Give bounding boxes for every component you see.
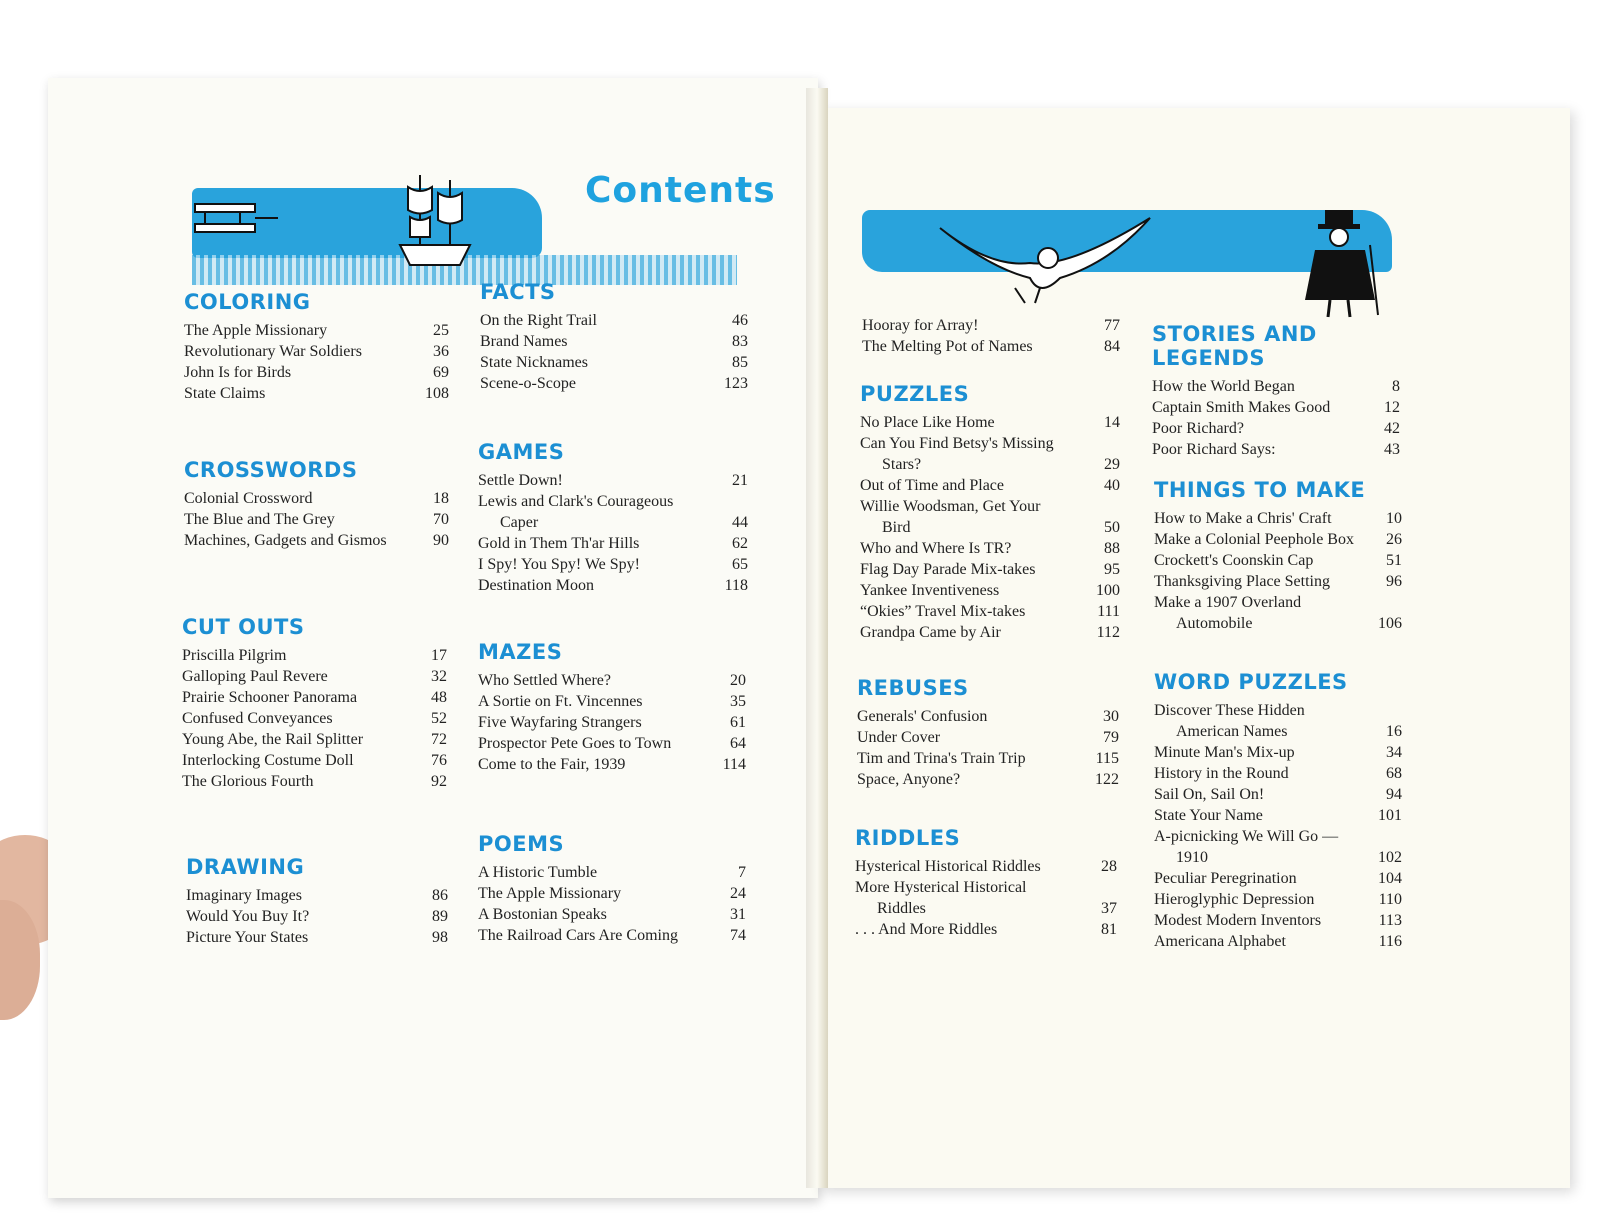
section-heading: COLORING — [184, 290, 311, 314]
toc-entry: Hysterical Historical Riddles 28 — [855, 858, 1117, 875]
toc-entry: State Claims 108 — [184, 385, 449, 402]
section-crosswords — [184, 458, 449, 551]
section-heading: MAZES — [478, 640, 563, 664]
toc-entry: Prairie Schooner Panorama 48 — [182, 689, 447, 706]
book-gutter — [806, 88, 828, 1188]
toc-entry: A Historic Tumble 7 — [478, 864, 746, 881]
section-riddles — [855, 826, 1117, 940]
toc-entry: Settle Down! 21 — [478, 472, 748, 489]
toc-entry: Interlocking Costume Doll 76 — [182, 752, 447, 769]
section-heading: THINGS TO MAKE — [1154, 478, 1366, 502]
toc-entry: Modest Modern Inventors 113 — [1154, 912, 1402, 929]
section-heading: WORD PUZZLES — [1154, 670, 1348, 694]
toc-entry: The Apple Missionary 24 — [478, 885, 746, 902]
toc-entry: Tim and Trina's Train Trip 115 — [857, 750, 1119, 767]
toc-entry: Young Abe, the Rail Splitter 72 — [182, 731, 447, 748]
toc-entry: Make a 1907 Overland — [1154, 594, 1302, 611]
section-heading: STORIES AND LEGENDS — [1152, 322, 1317, 370]
toc-entry: Hieroglyphic Depression 110 — [1154, 891, 1402, 908]
toc-entry: State Nicknames 85 — [480, 354, 748, 371]
section-continued — [862, 315, 1120, 357]
toc-entry: Thanksgiving Place Setting 96 — [1154, 573, 1402, 590]
toc-entry: American Names 16 — [1176, 723, 1402, 740]
section-puzzles — [860, 382, 1120, 643]
page-title: Contents — [585, 170, 776, 211]
toc-entry: Riddles 37 — [877, 900, 1117, 917]
section-heading: FACTS — [480, 280, 556, 304]
section-coloring — [184, 290, 449, 404]
section-cut-outs — [182, 615, 447, 792]
toc-entry: Come to the Fair, 1939 114 — [478, 756, 746, 773]
eagle-icon — [930, 208, 1160, 308]
section-word-puzzles — [1154, 670, 1402, 952]
toc-entry: The Blue and The Grey 70 — [184, 511, 449, 528]
section-stories-and-legends — [1152, 322, 1400, 460]
toc-entry: History in the Round 68 — [1154, 765, 1402, 782]
toc-entry: A-picnicking We Will Go — — [1154, 828, 1339, 845]
toc-entry: Stars? 29 — [882, 456, 1120, 473]
toc-entry: Generals' Confusion 30 — [857, 708, 1119, 725]
toc-entry: Lewis and Clark's Courageous — [478, 493, 674, 510]
section-heading: GAMES — [478, 440, 565, 464]
section-rebuses — [857, 676, 1119, 790]
toc-entry: Who Settled Where? 20 — [478, 672, 746, 689]
toc-entry: Space, Anyone? 122 — [857, 771, 1119, 788]
toc-entry: State Your Name 101 — [1154, 807, 1402, 824]
toc-entry: The Railroad Cars Are Coming 74 — [478, 927, 746, 944]
airplane-icon — [190, 196, 280, 246]
toc-entry: Imaginary Images 86 — [186, 887, 448, 904]
section-games — [478, 440, 748, 596]
toc-entry: Five Wayfaring Strangers 61 — [478, 714, 746, 731]
toc-entry: Willie Woodsman, Get Your — [860, 498, 1041, 515]
toc-entry: Poor Richard? 42 — [1152, 420, 1400, 437]
section-heading: POEMS — [478, 832, 565, 856]
section-drawing — [186, 855, 448, 948]
toc-entry: “Okies” Travel Mix-takes 111 — [860, 603, 1120, 620]
toc-entry: Can You Find Betsy's Missing — [860, 435, 1054, 452]
toc-entry: A Bostonian Speaks 31 — [478, 906, 746, 923]
toc-entry: Captain Smith Makes Good 12 — [1152, 399, 1400, 416]
toc-entry: Gold in Them Th'ar Hills 62 — [478, 535, 748, 552]
toc-entry: Confused Conveyances 52 — [182, 710, 447, 727]
toc-entry: The Melting Pot of Names 84 — [862, 338, 1120, 355]
toc-entry: Minute Man's Mix-up 34 — [1154, 744, 1402, 761]
toc-entry: Flag Day Parade Mix-takes 95 — [860, 561, 1120, 578]
toc-entry: Out of Time and Place 40 — [860, 477, 1120, 494]
toc-entry: Crockett's Coonskin Cap 51 — [1154, 552, 1402, 569]
toc-entry: Caper 44 — [500, 514, 748, 531]
toc-entry: Who and Where Is TR? 88 — [860, 540, 1120, 557]
toc-entry: Under Cover 79 — [857, 729, 1119, 746]
section-facts — [480, 280, 748, 394]
toc-entry: Revolutionary War Soldiers 36 — [184, 343, 449, 360]
toc-entry: Discover These Hidden — [1154, 702, 1305, 719]
toc-entry: Sail On, Sail On! 94 — [1154, 786, 1402, 803]
toc-entry: How the World Began 8 — [1152, 378, 1400, 395]
toc-entry: Machines, Gadgets and Gismos 90 — [184, 532, 449, 549]
toc-entry: Peculiar Peregrination 104 — [1154, 870, 1402, 887]
section-heading: RIDDLES — [855, 826, 961, 850]
toc-entry: Prospector Pete Goes to Town 64 — [478, 735, 746, 752]
toc-entry: John Is for Birds 69 — [184, 364, 449, 381]
toc-entry: A Sortie on Ft. Vincennes 35 — [478, 693, 746, 710]
toc-entry: Hooray for Array! 77 — [862, 317, 1120, 334]
sailing-ship-icon — [380, 165, 490, 275]
toc-entry: More Hysterical Historical — [855, 879, 1027, 896]
toc-entry: Make a Colonial Peephole Box 26 — [1154, 531, 1402, 548]
toc-entry: How to Make a Chris' Craft 10 — [1154, 510, 1402, 527]
toc-entry: Priscilla Pilgrim 17 — [182, 647, 447, 664]
section-heading: DRAWING — [186, 855, 305, 879]
section-poems — [478, 832, 746, 946]
toc-entry: Yankee Inventiveness 100 — [860, 582, 1120, 599]
toc-entry: Poor Richard Says: 43 — [1152, 441, 1400, 458]
toc-entry: Grandpa Came by Air 112 — [860, 624, 1120, 641]
toc-entry: Would You Buy It? 89 — [186, 908, 448, 925]
toc-entry: 1910 102 — [1176, 849, 1402, 866]
toc-entry: Destination Moon 118 — [478, 577, 748, 594]
section-heading: PUZZLES — [860, 382, 970, 406]
toc-entry: Scene-o-Scope 123 — [480, 375, 748, 392]
pilgrim-icon — [1290, 205, 1390, 320]
toc-entry: I Spy! You Spy! We Spy! 65 — [478, 556, 748, 573]
toc-entry: Colonial Crossword 18 — [184, 490, 449, 507]
toc-entry: Americana Alphabet 116 — [1154, 933, 1402, 950]
section-things-to-make — [1154, 478, 1402, 634]
toc-entry: Picture Your States 98 — [186, 929, 448, 946]
section-mazes — [478, 640, 746, 775]
section-heading: REBUSES — [857, 676, 969, 700]
toc-entry: Galloping Paul Revere 32 — [182, 668, 447, 685]
toc-entry: The Apple Missionary 25 — [184, 322, 449, 339]
toc-entry: No Place Like Home 14 — [860, 414, 1120, 431]
section-heading: CUT OUTS — [182, 615, 305, 639]
toc-entry: The Glorious Fourth 92 — [182, 773, 447, 790]
section-heading: CROSSWORDS — [184, 458, 358, 482]
toc-entry: Bird 50 — [882, 519, 1120, 536]
toc-entry: On the Right Trail 46 — [480, 312, 748, 329]
toc-entry: Brand Names 83 — [480, 333, 748, 350]
toc-entry: . . . And More Riddles 81 — [855, 921, 1117, 938]
toc-entry: Automobile 106 — [1176, 615, 1402, 632]
